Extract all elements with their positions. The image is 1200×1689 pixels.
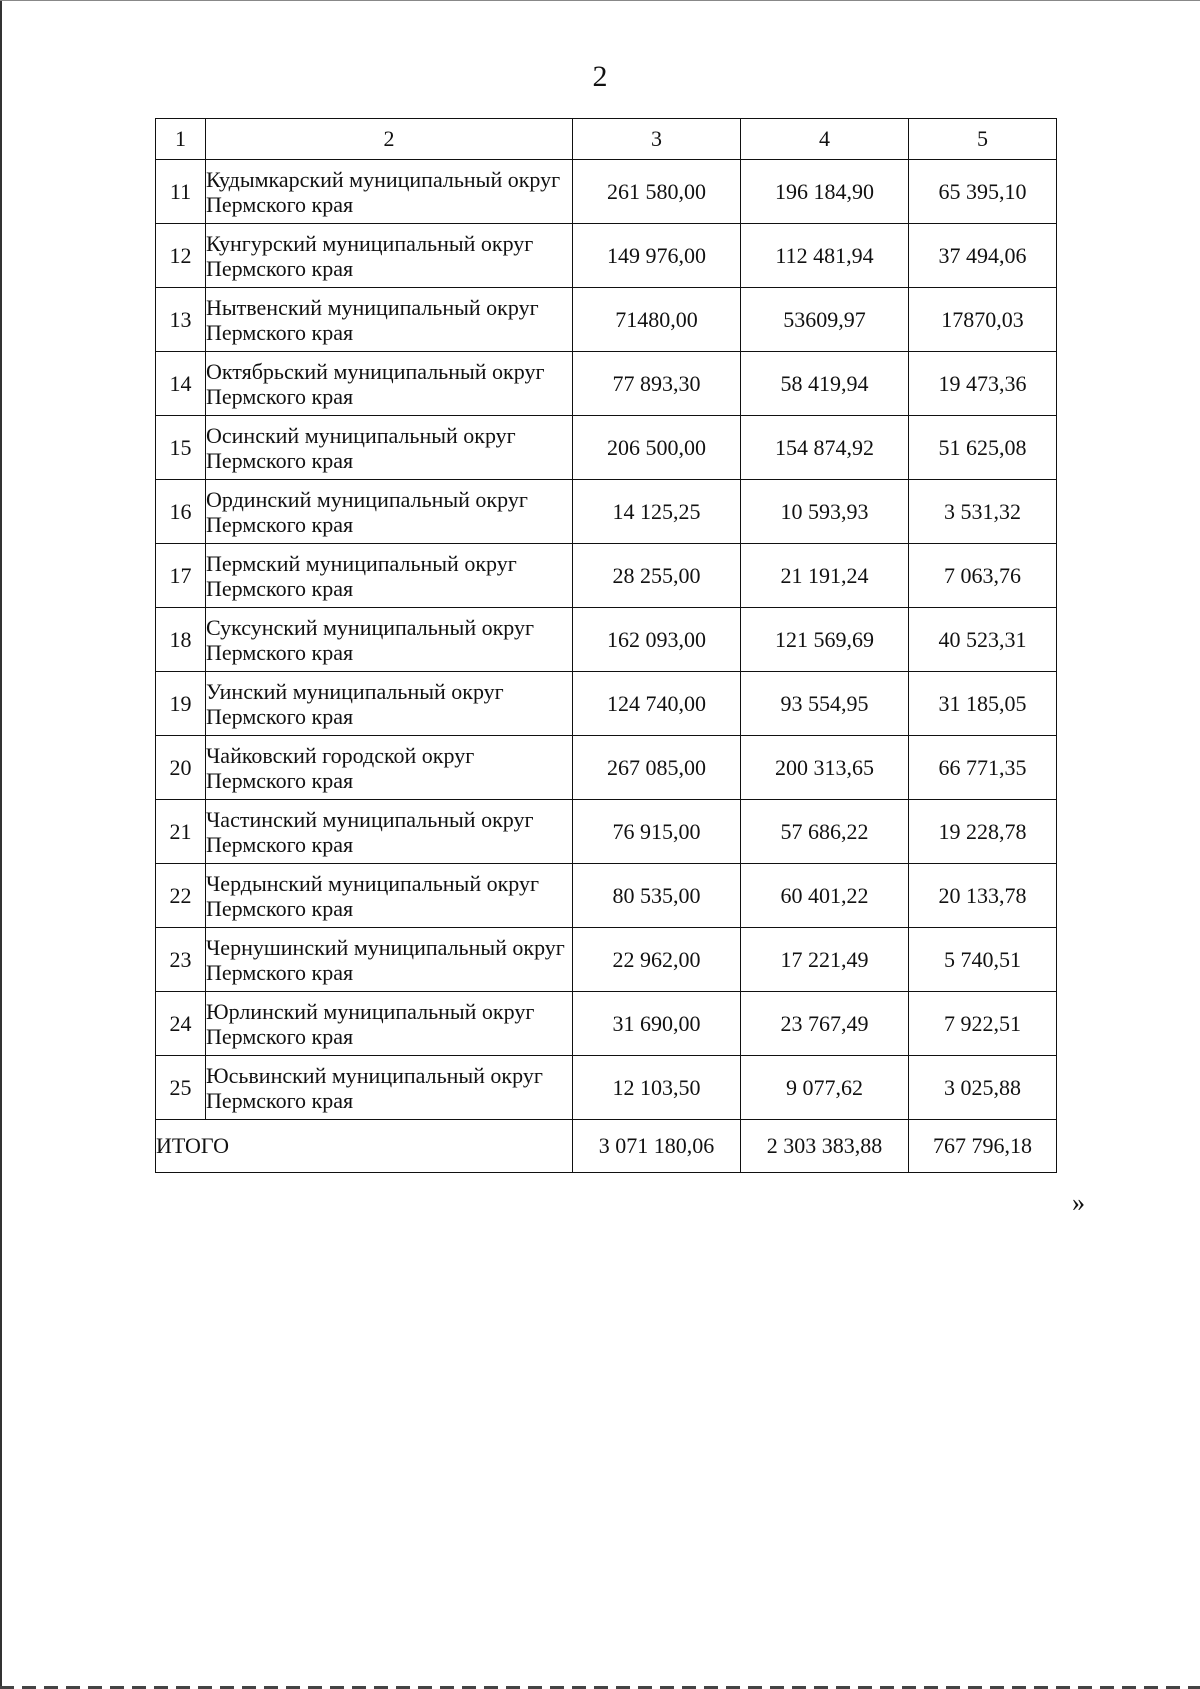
allocation-table: [155, 118, 1057, 1173]
scan-edge-top: [0, 0, 1200, 1]
column-3-value-cell: 267 085,00: [573, 736, 741, 800]
column-4-value-cell: 58 419,94: [741, 352, 909, 416]
closing-quote: »: [1072, 1188, 1085, 1217]
row-number-cell: 16: [156, 480, 206, 544]
column-4-value-cell: 93 554,95: [741, 672, 909, 736]
row-number-cell: 11: [156, 160, 206, 224]
column-4-value-cell: 17 221,49: [741, 928, 909, 992]
row-number-cell: 17: [156, 544, 206, 608]
column-4-value-cell: 9 077,62: [741, 1056, 909, 1120]
municipality-name-cell: Чайковский городской округ Пермского края: [206, 736, 573, 800]
row-number-cell: 18: [156, 608, 206, 672]
table-row: [156, 416, 1057, 480]
row-number-cell: 13: [156, 288, 206, 352]
column-3-value-cell: 12 103,50: [573, 1056, 741, 1120]
column-4-value-cell: 112 481,94: [741, 224, 909, 288]
column-5-value-cell: 66 771,35: [909, 736, 1057, 800]
table-row: [156, 1056, 1057, 1120]
column-4-value-cell: 154 874,92: [741, 416, 909, 480]
column-5-value-cell: 37 494,06: [909, 224, 1057, 288]
column-3-value-cell: 22 962,00: [573, 928, 741, 992]
column-5-value-cell: 65 395,10: [909, 160, 1057, 224]
column-5-value-cell: 3 531,32: [909, 480, 1057, 544]
header-cell-2: 2: [206, 119, 573, 160]
table-row: [156, 288, 1057, 352]
total-column-3-cell: 3 071 180,06: [573, 1120, 741, 1173]
column-3-value-cell: 80 535,00: [573, 864, 741, 928]
column-4-value-cell: 53609,97: [741, 288, 909, 352]
column-3-value-cell: 261 580,00: [573, 160, 741, 224]
municipality-name-cell: Пермский муниципальный округ Пермского края: [206, 544, 573, 608]
row-number-cell: 23: [156, 928, 206, 992]
municipality-name-cell: Чердынский муниципальный округ Пермского края: [206, 864, 573, 928]
table-row: [156, 672, 1057, 736]
table-row: [156, 608, 1057, 672]
row-number-cell: 22: [156, 864, 206, 928]
municipality-name-cell: Уинский муниципальный округ Пермского края: [206, 672, 573, 736]
column-5-value-cell: 31 185,05: [909, 672, 1057, 736]
row-number-cell: 19: [156, 672, 206, 736]
row-number-cell: 21: [156, 800, 206, 864]
column-5-value-cell: 17870,03: [909, 288, 1057, 352]
municipality-name-cell: Юрлинский муниципальный округ Пермского края: [206, 992, 573, 1056]
table-row: [156, 864, 1057, 928]
row-number-cell: 20: [156, 736, 206, 800]
row-number-cell: 14: [156, 352, 206, 416]
row-number-cell: 12: [156, 224, 206, 288]
row-number-cell: 24: [156, 992, 206, 1056]
table-row: [156, 992, 1057, 1056]
column-4-value-cell: 60 401,22: [741, 864, 909, 928]
column-4-value-cell: 121 569,69: [741, 608, 909, 672]
municipality-name-cell: Юсьвинский муниципальный округ Пермского края: [206, 1056, 573, 1120]
column-4-value-cell: 21 191,24: [741, 544, 909, 608]
municipality-name-cell: Кунгурский муниципальный округ Пермского края: [206, 224, 573, 288]
column-5-value-cell: 51 625,08: [909, 416, 1057, 480]
column-5-value-cell: 5 740,51: [909, 928, 1057, 992]
municipality-name-cell: Октябрьский муниципальный округ Пермского края: [206, 352, 573, 416]
row-number-cell: 25: [156, 1056, 206, 1120]
total-column-5-cell: 767 796,18: [909, 1120, 1057, 1173]
table-row: [156, 544, 1057, 608]
header-cell-1: 1: [156, 119, 206, 160]
municipality-name-cell: Нытвенский муниципальный округ Пермского края: [206, 288, 573, 352]
column-5-value-cell: 40 523,31: [909, 608, 1057, 672]
total-row: [156, 1120, 1057, 1173]
municipality-name-cell: Кудымкарский муниципальный округ Пермского края: [206, 160, 573, 224]
total-label-cell: ИТОГО: [156, 1120, 573, 1173]
column-5-value-cell: 20 133,78: [909, 864, 1057, 928]
page-number: 2: [592, 60, 608, 93]
scan-edge-left: [0, 0, 2, 1689]
table-body: [156, 119, 1057, 1173]
column-4-value-cell: 10 593,93: [741, 480, 909, 544]
column-3-value-cell: 14 125,25: [573, 480, 741, 544]
table-row: [156, 800, 1057, 864]
total-column-4-cell: 2 303 383,88: [741, 1120, 909, 1173]
column-5-value-cell: 7 922,51: [909, 992, 1057, 1056]
table-row: [156, 352, 1057, 416]
header-cell-4: 4: [741, 119, 909, 160]
table-row: [156, 736, 1057, 800]
column-3-value-cell: 76 915,00: [573, 800, 741, 864]
column-5-value-cell: 3 025,88: [909, 1056, 1057, 1120]
municipality-name-cell: Чернушинский муниципальный округ Пермского края: [206, 928, 573, 992]
column-5-value-cell: 7 063,76: [909, 544, 1057, 608]
column-3-value-cell: 71480,00: [573, 288, 741, 352]
column-3-value-cell: 149 976,00: [573, 224, 741, 288]
table-row: [156, 160, 1057, 224]
header-cell-3: 3: [573, 119, 741, 160]
row-number-cell: 15: [156, 416, 206, 480]
column-4-value-cell: 196 184,90: [741, 160, 909, 224]
table-row: [156, 224, 1057, 288]
table-header-row: [156, 119, 1057, 160]
column-3-value-cell: 206 500,00: [573, 416, 741, 480]
column-3-value-cell: 77 893,30: [573, 352, 741, 416]
table-row: [156, 480, 1057, 544]
column-3-value-cell: 31 690,00: [573, 992, 741, 1056]
column-3-value-cell: 124 740,00: [573, 672, 741, 736]
column-3-value-cell: 162 093,00: [573, 608, 741, 672]
table-row: [156, 928, 1057, 992]
header-cell-5: 5: [909, 119, 1057, 160]
column-3-value-cell: 28 255,00: [573, 544, 741, 608]
column-5-value-cell: 19 473,36: [909, 352, 1057, 416]
municipality-name-cell: Суксунский муниципальный округ Пермского края: [206, 608, 573, 672]
column-4-value-cell: 200 313,65: [741, 736, 909, 800]
municipality-name-cell: Ординский муниципальный округ Пермского края: [206, 480, 573, 544]
column-4-value-cell: 57 686,22: [741, 800, 909, 864]
column-5-value-cell: 19 228,78: [909, 800, 1057, 864]
municipality-name-cell: Частинский муниципальный округ Пермского края: [206, 800, 573, 864]
municipality-name-cell: Осинский муниципальный округ Пермского края: [206, 416, 573, 480]
column-4-value-cell: 23 767,49: [741, 992, 909, 1056]
